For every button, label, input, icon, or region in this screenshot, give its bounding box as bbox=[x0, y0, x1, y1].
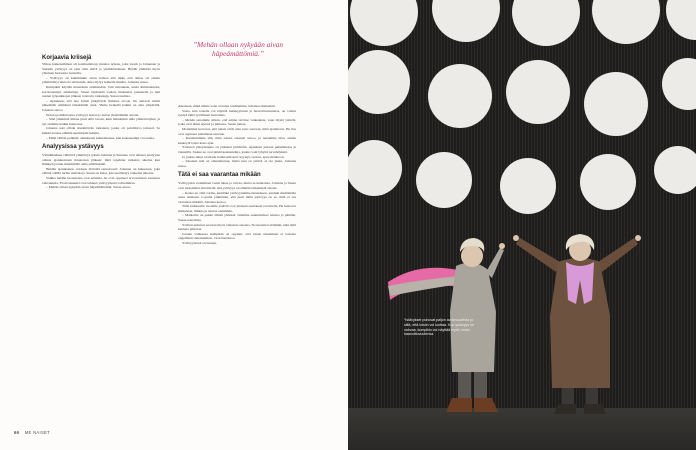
article-paragraph: Johanna teki silloin merkittävän ratkaisun, jonka oli pohdittava tarkasti. Se kaikki nousee elämän suurimpiin hetkiin. bbox=[42, 126, 160, 135]
article-paragraph: Noissa pohdinnoissa ystävyys hoitaa ja auttaa jäsentämään asioita. bbox=[46, 112, 140, 117]
article-paragraph: – Koska en ollut varma, kestääkö ystävyytemme muutoksen, jouduin miettimään asiaa tarkkaan. Lopulta ymmärsin, että juuri tämä ystävyys on se, mitä ei saa vaarantaa mikään, Johanna kertoo. bbox=[178, 190, 296, 204]
article-paragraph: Aikanaan, mikä emme voisi avautua toisillemme, Johanna täsmentää. bbox=[178, 104, 276, 108]
magazine-title: ME NAISET bbox=[24, 430, 51, 435]
article-paragraph: – Kuuntelemme sitä, mitä toinen oikeasti sanoo, ja annamme tilaa, emme keskeytä toista koko ajan. bbox=[178, 136, 296, 145]
page-number: 66 bbox=[14, 430, 20, 435]
article-paragraph: Ystävyyden vaaliminen vaatii aikaa ja vaivaa, mutta se kannattaa. Johanna ja Susan ovat molemmat sitä mieltä, että ystävyys on elämän tärkeimpiä asioita. bbox=[178, 181, 296, 190]
column-b-part1 bbox=[178, 104, 296, 168]
article-paragraph: Ja joskus tukea tarvitaan konkreettisesti: kyytejä, ruokaa, apua muuttoon. bbox=[182, 154, 285, 159]
column-a bbox=[42, 55, 160, 190]
column-b-part2 bbox=[178, 181, 296, 245]
article-paragraph: – Ystävyys oli kumminkin aivan kohtaa että rikki, että ohitse oli oikein ymmärtänyt eikä ole sitä kuulu. Aika täytyy kaikella muulla, Johanna sanoo. bbox=[42, 75, 160, 85]
floor bbox=[348, 408, 696, 450]
article-paragraph: Tälle kuluneelle vuodelle ystävät ovat yhdessä asettaneet tavoitteita. He haluavat matkustaa, liikkua ja nauraa enemmän. bbox=[178, 204, 296, 213]
column-b bbox=[178, 104, 296, 246]
article-paragraph: – Sinä ymmärsit minua juuri sillä tavoin, kuin halusinkin tulla ymmärretyksi, ja nyt olemme kaikki kunnossa. bbox=[42, 117, 160, 126]
article-paragraph: Heidän ajatuksensa voidaan tiivistää seuraavasti: Johanna on kaksonen, joka välttää välillä turhia ristiriitoja. Susan on kalat, joka kerääntyy vaikeina aikoina. bbox=[42, 166, 160, 176]
heading-analyysissa-ystavyys: Analyysissa ystävyys bbox=[42, 144, 104, 151]
folio bbox=[14, 430, 50, 435]
article-paragraph: – Ajatuksen, että nuo kriisit järkyttävät ihmisen arvoja. Ne auttavat meitä näkemään elämässä tärkeimmät asiat. Viime hetkellä kaikki on aina ympärillä, Johanna sanoo. bbox=[42, 98, 160, 112]
photo-caption: Ystävykset puhuvat paljon avoimuudesta ja siitä, että toisiin voi luottaa. Kun ystävyys on vahvaa, kumpikin voi näyttää myös oman haavoittuvuutensa. bbox=[404, 318, 475, 337]
heading-tata-ei-saa-vaarantaa: Tätä ei saa vaarantaa mikään bbox=[178, 172, 261, 179]
article-paragraph: Vaikka heidän luonteensa ovat erilaisia, he ovat oppineet arvostamaan toistensa vahvuuksia. Eroavaisuudet ovat tehneet ystävyydestä vahvemman. bbox=[42, 176, 160, 185]
article-paragraph: – Matkoille on pakko lähteä yhdessä. Olemme suunnitelleet reissua jo pitkään, Susan naurahtaa. bbox=[178, 213, 296, 223]
pull-quote: ”Mehän ollaan nykyään aivan häpeämättömiä.” bbox=[192, 40, 284, 58]
article-paragraph: Vasta, kun toiselle voi näyttää herkkyytensä ja haavoittuvuutensa, on voinut syntyä tämä syvällinen luottamus. bbox=[178, 108, 296, 118]
column-a-part2 bbox=[42, 153, 160, 190]
article-paragraph: Välttäkkäänne välittävä ymmärrys tyksin Johanna ja Susanne ovat tehneet analyysia omista ajatuksistaan muutosten jälkeen: mitä tapahtuu vaikeina aikoina kun ihminen joutuu miettimään omia päätöksiään. bbox=[42, 153, 160, 167]
article-paragraph: – Mehän ollaan nykyään aivan häpeämättömiä, Susan sanoo. bbox=[46, 185, 132, 190]
article-paragraph: – Minä välitän pelkkää, ohukkaasti kuulemaansa, kun kokeneempi voi auttaa. bbox=[46, 135, 155, 140]
article-paragraph: Ystävyydessä on tunteja. bbox=[182, 241, 217, 246]
article-paragraph: Kumpikin käyttää muutoksia elämässään. Tuli sairauksia, uusia ihmissuhteita, koronatestejä, ammatteja. Susan täydentää vaaleat hiuksensa punaisella ja teki uusien työpaikkojen jälkeen loistavia ratkaisuja, Susan tuumaa. bbox=[42, 84, 160, 99]
article-paragraph: Ystävät puhuvat suoraan myös vaikeista asioista. Ne kuuluvat elämään, eikä niitä kannata piilottaa. bbox=[178, 222, 296, 232]
article-paragraph: Molemmat kertovat, että naiset eivät aina sano suoraan, mitä ajattelevat. He itse ovat oppineet puhumaan suoraan. bbox=[178, 126, 296, 136]
article-paragraph: Jossain vaiheessa kumpikin on oppinut, että toisen tukeminen ei tarkoita ongelmien ratkaisemista, vaan läsnäoloa. bbox=[178, 231, 296, 241]
article-paragraph: – Jokaisen arki on omanlaistaan, mutta kun on ystävä, ei ole yksin, Johanna sanoo. bbox=[178, 159, 296, 168]
heading-korjaavia-kriiseja: Korjaavia kriisejä bbox=[42, 55, 92, 61]
article-paragraph: Vilkas kaikenaihinen oli kontinentitorp muutos arheus, joku lorem ja Johannan ja Susanin ystävyys on aina ollut elävä ja ymmärtäväinen. Heidät yhdistää myös yhteinen harrastus: kuntoilu. bbox=[42, 62, 160, 76]
right-page-photo bbox=[348, 0, 696, 450]
article-paragraph: – Mehän sanomme silloin, että emme tarvitse vaikeuksia, vaan täysiä ystäviä, jotka ovat läsnä arjessa ja juhlassa, Susan jatkaa. bbox=[178, 117, 296, 127]
article-paragraph: Ystävien yhteydenpito on jatkunut päivittäin. Ajatuksia jaetaan puhelimessa ja viesteillä. Joskus ne ovat pitkiä keskusteluja, joskus vain lyhyitä tervehdyksiä. bbox=[178, 145, 296, 154]
photo-two-women-with-scarves bbox=[348, 0, 696, 450]
column-a-part1 bbox=[42, 62, 160, 140]
